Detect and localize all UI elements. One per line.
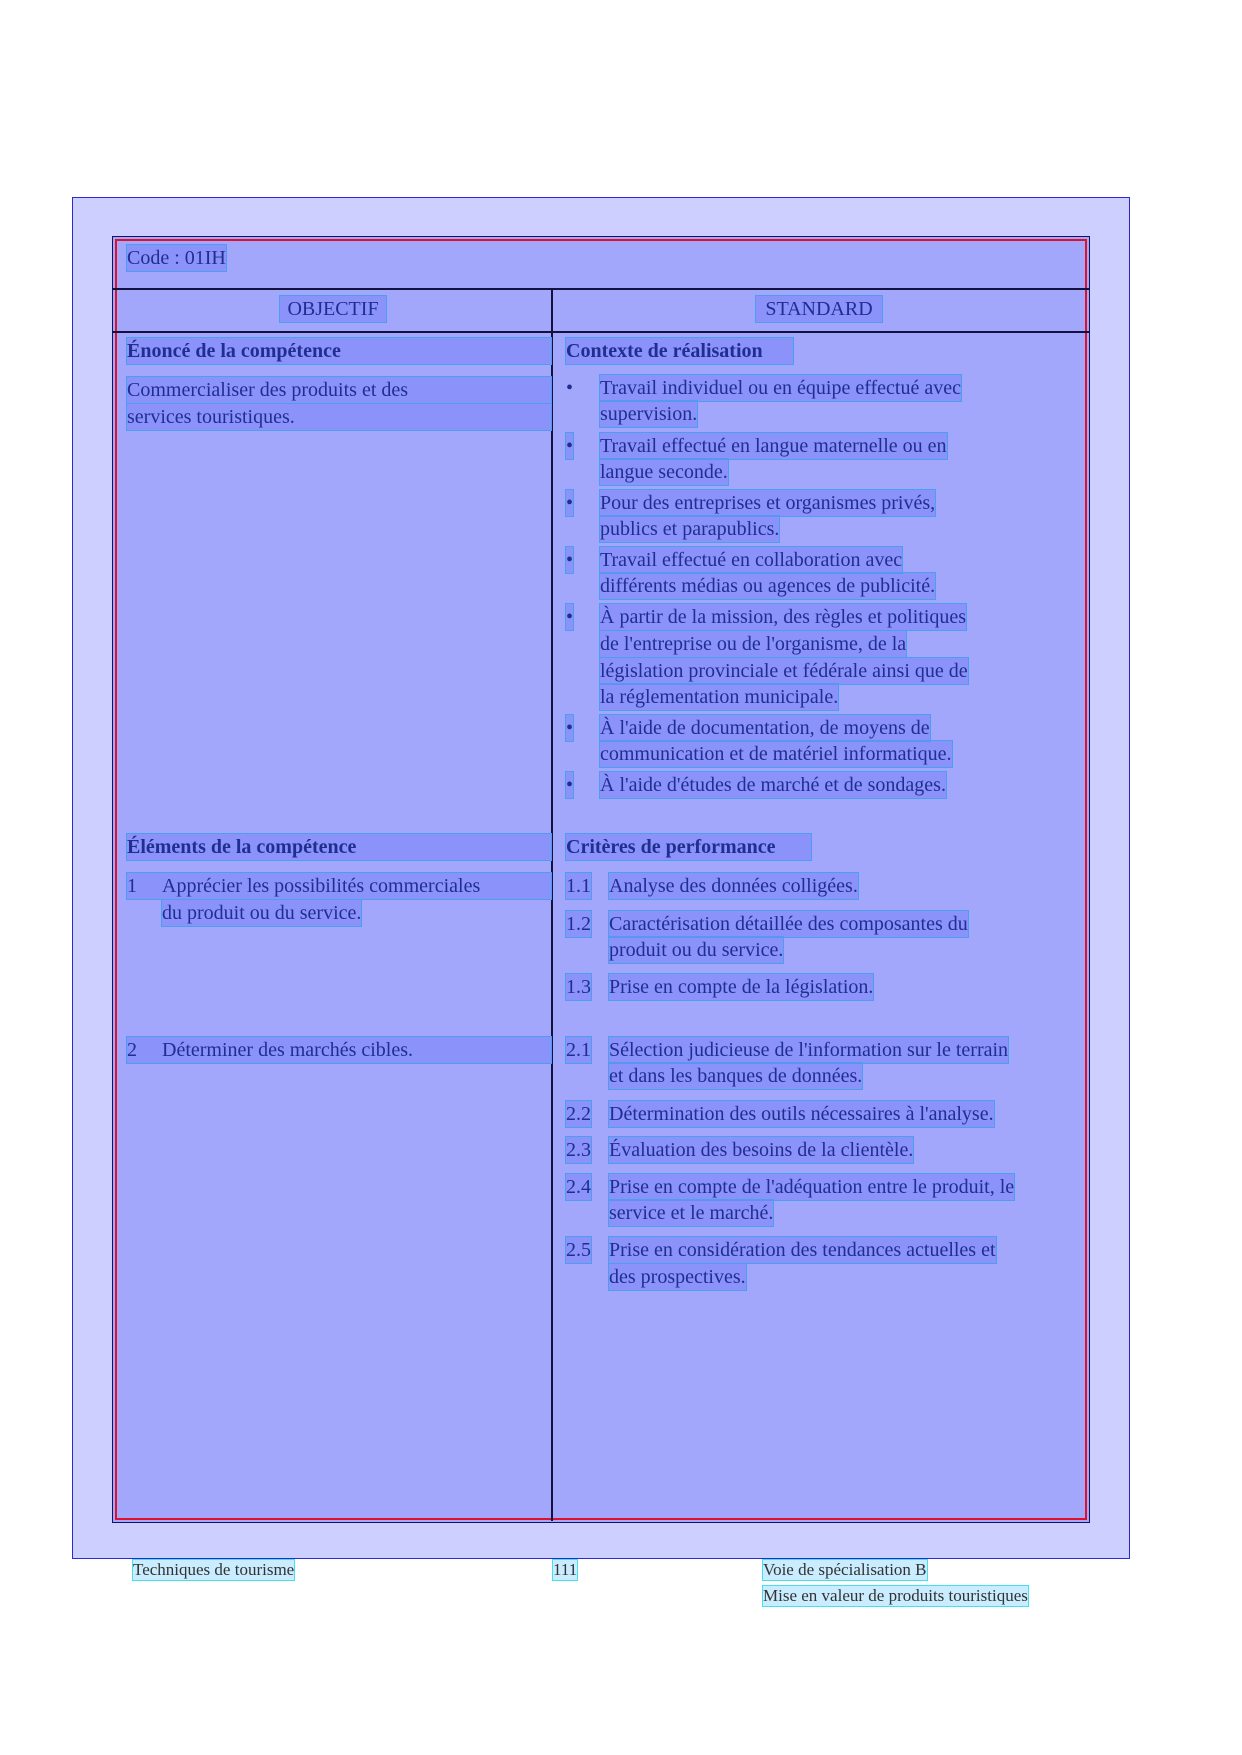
contexte-line: Travail individuel ou en équipe effectué avec [600,377,961,399]
contexte-line: différents médias ou agences de publicité. [600,575,936,597]
critere-num: 2.1 [566,1039,591,1061]
bullet-icon: • [566,435,574,457]
contexte-title: Contexte de réalisation [566,338,793,364]
element-number [127,1037,551,1063]
header-standard: STANDARD [756,296,882,322]
contexte-line: législation provinciale et fédérale ainsi que de [600,660,968,682]
critere-line: service et le marché. [609,1202,774,1224]
code-label: Code : 01IH [127,247,226,269]
critere-line: Caractérisation détaillée des composantes du [609,913,968,935]
contexte-line: Travail effectué en collaboration avec [600,549,903,571]
critere-num: 1.1 [566,875,591,897]
contexte-line: Pour des entreprises et organismes privés, [600,492,936,514]
contexte-line: Travail effectué en langue maternelle ou en [600,435,947,457]
enonce-line: services touristiques. [127,404,551,430]
critere-line: Analyse des données colligées. [609,875,858,897]
footer-page-number: 111 [553,1560,578,1579]
element-number [127,873,551,899]
critere-num: 1.3 [566,976,591,998]
critere-line: Prise en considération des tendances actuelles et [609,1239,996,1261]
contexte-line: supervision. [600,403,698,425]
critere-line: produit ou du service. [609,939,784,961]
bullet-icon: • [566,606,574,628]
critere-num: 2.3 [566,1139,591,1161]
element-line: Déterminer des marchés cibles. [162,1039,414,1061]
element-line: Apprécier les possibilités commerciales [162,875,481,897]
column-divider [551,290,553,1521]
element-num: 1 [127,875,137,897]
critere-line: des prospectives. [609,1266,746,1288]
bullet-icon: • [566,492,574,514]
bullet-icon: • [566,774,574,796]
contexte-line: À l'aide de documentation, de moyens de [600,717,930,739]
contexte-line: À l'aide d'études de marché et de sondages. [600,774,946,796]
critere-num: 1.2 [566,913,591,935]
element-line: du produit ou du service. [162,902,362,924]
critere-line: Détermination des outils nécessaires à l'analyse. [609,1103,994,1125]
contexte-line: langue seconde. [600,461,728,483]
contexte-line: communication et de matériel informatique. [600,743,952,765]
critere-line: Prise en compte de l'adéquation entre le produit, le [609,1176,1015,1198]
critere-line: et dans les banques de données. [609,1065,863,1087]
footer-specialisation: Voie de spécialisation B [763,1560,927,1579]
critere-line: Sélection judicieuse de l'information sur le terrain [609,1039,1009,1061]
footer-program: Techniques de tourisme [133,1560,295,1579]
contexte-line: la réglementation municipale. [600,686,839,708]
bullet-icon: • [566,717,574,739]
critere-line: Prise en compte de la législation. [609,976,874,998]
header-separator-bottom [112,331,1090,333]
criteres-title: Critères de performance [566,834,811,860]
critere-num: 2.4 [566,1176,591,1198]
critere-num: 2.5 [566,1239,591,1261]
contexte-line: de l'entreprise ou de l'organisme, de la [600,633,907,655]
header-objectif: OBJECTIF [280,296,386,322]
enonce-title: Énoncé de la compétence [127,338,551,364]
critere-num: 2.2 [566,1103,591,1125]
element-num: 2 [127,1039,137,1061]
contexte-line: publics et parapublics. [600,518,780,540]
enonce-line: Commercialiser des produits et des [127,377,551,403]
elements-title: Éléments de la compétence [127,834,551,860]
footer-module: Mise en valeur de produits touristiques [763,1586,1028,1605]
contexte-line: À partir de la mission, des règles et politiques [600,606,967,628]
bullet-icon: • [566,377,574,399]
bullet-icon: • [566,549,574,571]
header-separator-top [112,288,1090,290]
critere-line: Évaluation des besoins de la clientèle. [609,1139,914,1161]
